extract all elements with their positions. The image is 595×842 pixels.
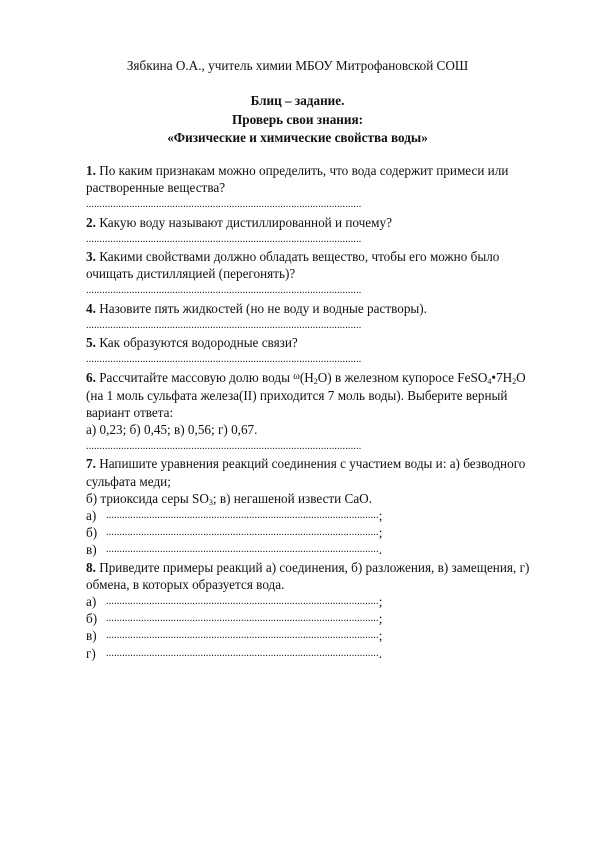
questions: [86, 162, 566, 662]
question-number: 2.: [86, 214, 96, 230]
answer-options: а) 0,23; б) 0,45; в) 0,56; г) 0,67.: [86, 422, 258, 438]
formula-part: ; в) негашеной извести CaO.: [212, 490, 373, 506]
question-7-cont-2: [86, 490, 566, 507]
question-6-cont: (на 1 моль сульфата железа(II) приходится 7 моль воды). Выберите верный: [86, 387, 508, 403]
question-text: По каким признакам можно определить, что вода содержит примеси или: [95, 163, 509, 178]
answer-row[interactable]: [86, 541, 566, 558]
subscript: 2: [313, 377, 318, 387]
question-text: Какими свойствами должно обладать вещество, чтобы его можно было: [95, 249, 500, 265]
formula-part: O) в железном купоросе FeSO: [317, 370, 488, 386]
title-block: [0, 92, 595, 148]
question-6-cont-2: вариант ответа:: [86, 404, 174, 420]
answer-label: а): [86, 594, 97, 610]
question-1: [86, 162, 566, 179]
question-6: [86, 368, 566, 386]
answer-end: ;: [378, 611, 383, 627]
question-1-cont: растворенные вещества?: [86, 180, 226, 196]
answer-end: ;: [378, 628, 383, 644]
answer-dots[interactable]: .....................................................................................................: [106, 527, 379, 539]
answer-dots[interactable]: .....................................................................................................: [106, 613, 379, 625]
answer-row[interactable]: [86, 524, 566, 541]
answer-end: ;: [378, 508, 383, 524]
question-7-cont: сульфата меди;: [86, 473, 171, 489]
answer-end: ;: [378, 525, 383, 541]
question-text: Какую воду называют дистиллированной и почему?: [95, 214, 392, 230]
answer-row[interactable]: [86, 627, 566, 644]
answer-label: а): [86, 508, 97, 524]
question-number: 6.: [86, 370, 96, 386]
question-text: Рассчитайте массовую долю воды: [95, 370, 294, 386]
answer-label: в): [86, 628, 97, 644]
answer-label: б): [86, 525, 98, 541]
question-number: 7.: [86, 456, 96, 472]
title-line-1: Блиц – задание.: [250, 93, 345, 108]
subscript: 2: [512, 377, 517, 387]
question-text: Напишите уравнения реакций соединения с участием воды и: а) безводного: [95, 456, 526, 472]
answer-row[interactable]: [86, 593, 566, 610]
author-line: Зябкина О.А., учитель химии МБОУ Митрофановской СОШ: [126, 58, 469, 73]
answer-label: г): [86, 645, 96, 661]
question-5: [86, 334, 566, 351]
question-3: [86, 248, 566, 265]
answer-line[interactable]: ......................................................................................................: [86, 233, 362, 245]
question-7: [86, 455, 566, 472]
answer-dots[interactable]: .....................................................................................................: [106, 596, 379, 608]
formula-part: б) триоксида серы SO: [86, 490, 209, 506]
answer-end: .: [378, 542, 382, 558]
answer-line[interactable]: ......................................................................................................: [86, 199, 362, 211]
answer-dots[interactable]: .....................................................................................................: [106, 544, 379, 556]
answer-label: в): [86, 542, 97, 558]
answer-end: .: [378, 645, 382, 661]
answer-dots[interactable]: .....................................................................................................: [106, 630, 379, 642]
question-3-cont: очищать дистилляцией (перегонять)?: [86, 266, 296, 282]
question-number: 8.: [86, 559, 96, 575]
formula-part: O: [516, 370, 526, 386]
answer-line[interactable]: ......................................................................................................: [86, 441, 362, 453]
formula-part: •7H: [491, 370, 513, 386]
question-number: 5.: [86, 335, 96, 351]
question-number: 3.: [86, 249, 96, 265]
title-line-3: «Физические и химические свойства воды»: [167, 130, 428, 145]
title-line-2: Проверь свои знания:: [231, 111, 364, 127]
subscript: 3: [208, 497, 213, 507]
question-text: Как образуются водородные связи?: [95, 335, 298, 351]
question-8: [86, 559, 566, 576]
formula-part: (H: [299, 370, 314, 386]
answer-row[interactable]: [86, 610, 566, 627]
question-text: Назовите пять жидкостей (но не воду и водные растворы).: [95, 300, 427, 316]
question-text: Приведите примеры реакций а) соединения, б) разложения, в) замещения, г): [95, 559, 530, 575]
question-number: 1.: [86, 163, 96, 178]
answer-line[interactable]: ......................................................................................................: [86, 354, 362, 366]
question-8-cont: обмена, в которых образуется вода.: [86, 576, 285, 592]
question-number: 4.: [86, 300, 96, 316]
question-4: [86, 300, 566, 317]
answer-dots[interactable]: .....................................................................................................: [106, 510, 379, 522]
answer-end: ;: [378, 594, 383, 610]
answer-label: б): [86, 611, 98, 627]
answer-row[interactable]: [86, 507, 566, 524]
answer-row[interactable]: [86, 645, 566, 662]
answer-line[interactable]: ......................................................................................................: [86, 285, 362, 297]
subscript: 4: [487, 377, 492, 387]
question-2: [86, 214, 566, 231]
omega-symbol: ω: [293, 371, 300, 383]
answer-dots[interactable]: .....................................................................................................: [106, 647, 379, 659]
answer-line[interactable]: ......................................................................................................: [86, 319, 362, 331]
